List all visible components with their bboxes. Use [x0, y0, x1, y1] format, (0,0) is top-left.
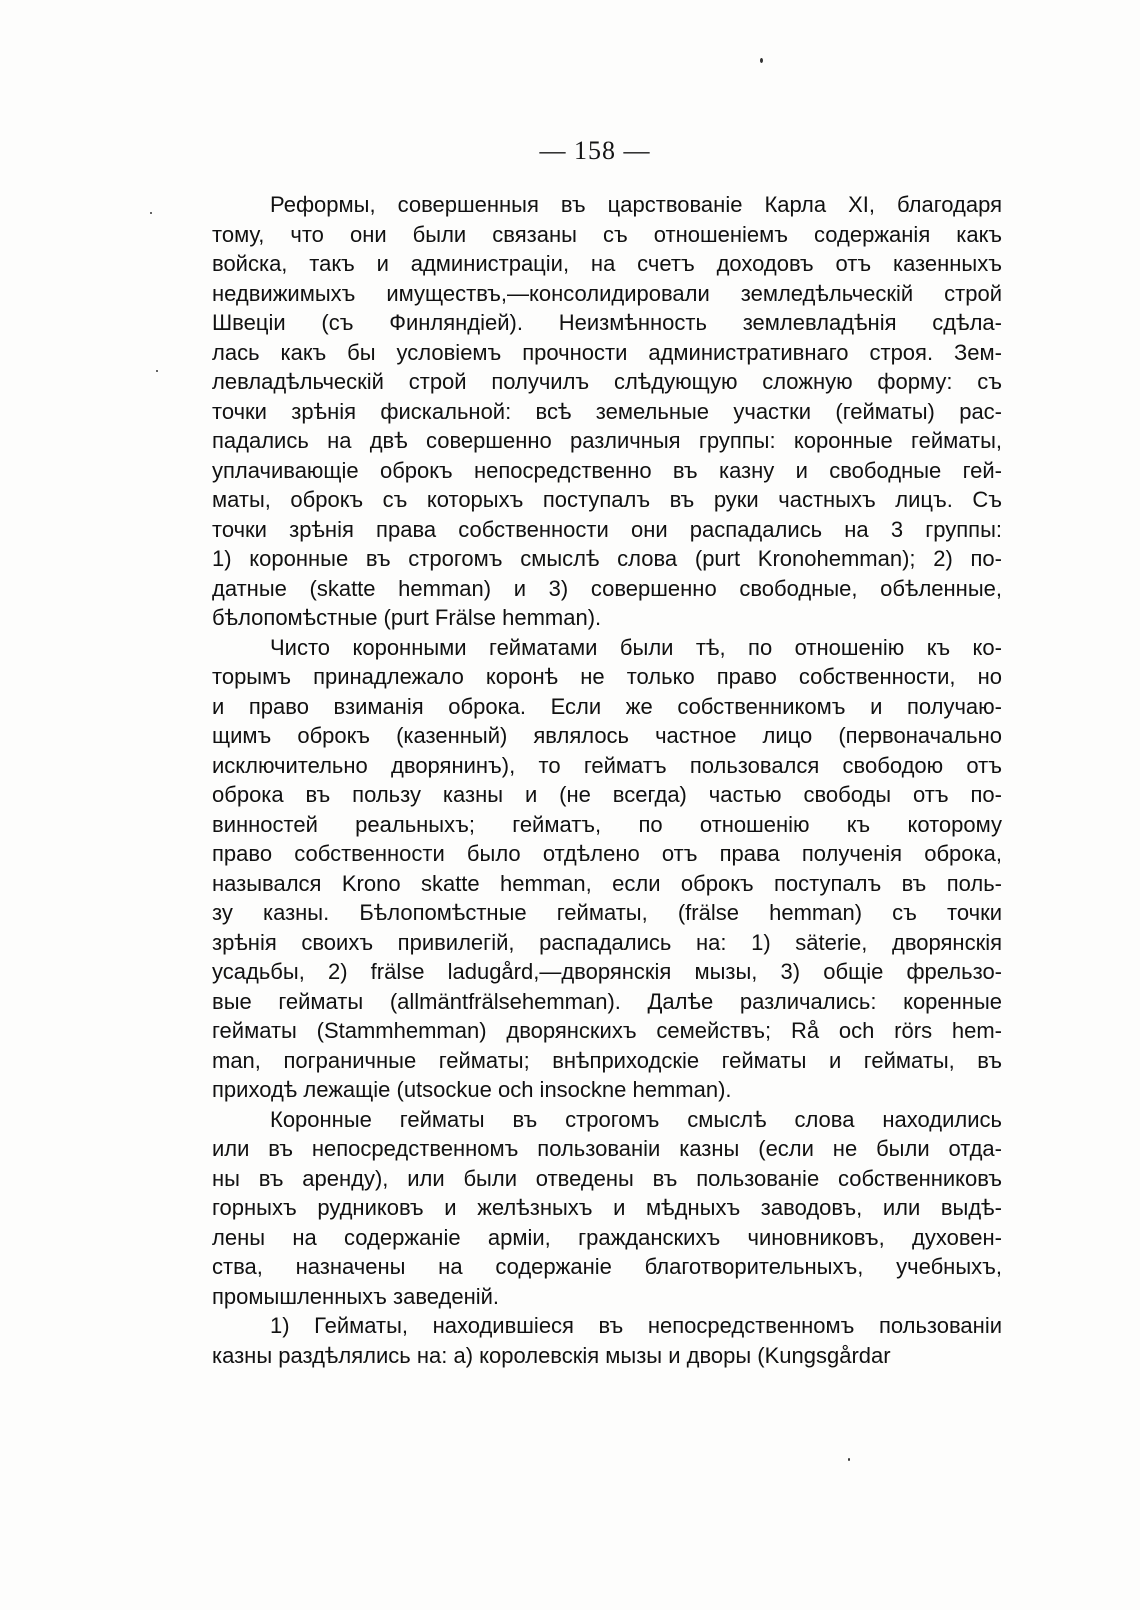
text-line: вые гейматы (allmäntfrälsehemman). Далѣе различались: коренные: [212, 988, 1002, 1014]
text-line: лась какъ бы условіемъ прочности административнаго строя. Зем-: [212, 339, 1002, 365]
text-line: датные (skatte hemman) и 3) совершенно свободные, обѣленные,: [212, 575, 1002, 601]
scan-speck: [760, 58, 763, 63]
text-line: 1) коронные въ строгомъ смыслѣ слова (purt Kronohemman); 2) по-: [212, 546, 1002, 571]
text-line: ства, назначены на содержаніе благотворительныхъ, учебныхъ,: [212, 1254, 1002, 1279]
text-line: бѣлопомѣстные (purt Frälse hemman).: [212, 605, 602, 630]
text-line: Коронные гейматы въ строгомъ смыслѣ слова находились: [270, 1106, 1002, 1132]
text-line: казны раздѣлялись на: а) королевскія мызы и дворы (Kungsgårdar: [212, 1342, 891, 1368]
text-line: торымъ принадлежало коронѣ не только право собственности, но: [212, 664, 1002, 689]
text-line: Чисто коронными гейматами были тѣ, по отношенію къ ко-: [270, 634, 1002, 660]
paragraph-2: [212, 633, 1002, 1105]
text-line: маты, оброкъ съ которыхъ поступалъ въ руки частныхъ лицъ. Съ: [212, 487, 1002, 512]
text-line: точки зрѣнія права собственности они распадались на 3 группы:: [212, 516, 1002, 542]
text-line: исключительно дворянинъ), то гейматъ пользовался свободою отъ: [212, 752, 1002, 778]
text-line: ны въ аренду), или были отведены въ пользованіе собственниковъ: [212, 1165, 1002, 1191]
page-number: — 158 —: [539, 136, 651, 165]
text-line: промышленныхъ заведеній.: [212, 1283, 500, 1309]
scan-speck: [156, 370, 158, 372]
text-line: и право взиманія оброка. Если же собственникомъ и получаю-: [212, 693, 1002, 719]
text-line: усадьбы, 2) frälse ladugård,—дворянскія мызы, 3) общіе фрельзо-: [212, 959, 1002, 984]
text-line: назывался Krono skatte hemman, если оброкъ поступалъ въ поль-: [212, 870, 1002, 896]
text-line: горныхъ рудниковъ и желѣзныхъ и мѣдныхъ заводовъ, или выдѣ-: [212, 1195, 1002, 1220]
text-line: man, пограничные гейматы; внѣприходскіе гейматы и гейматы, въ: [212, 1047, 1002, 1073]
scan-speck: [848, 1458, 850, 1461]
text-line: зрѣнія своихъ привилегій, распадались на: 1) säterie, дворянскія: [212, 929, 1002, 955]
body-text: [212, 190, 1002, 1370]
text-line: левладѣльческій строй получилъ слѣдующую сложную форму: съ: [212, 369, 1002, 394]
text-line: зу казны. Бѣлопомѣстные гейматы, (frälse hemman) съ точки: [212, 900, 1002, 925]
text-line: тому, что они были связаны съ отношеніемъ содержанія какъ: [212, 221, 1002, 247]
text-line: оброка въ пользу казны и (не всегда) частью свободы отъ по-: [212, 782, 1002, 807]
text-line: Реформы, совершенныя въ царствованіе Карла XI, благодаря: [270, 192, 1002, 217]
paragraph-4: [212, 1311, 1002, 1370]
text-line: точки зрѣнія фискальной: всѣ земельные участки (гейматы) рас-: [212, 398, 1002, 424]
text-line: уплачивающіе оброкъ непосредственно въ казну и свободные гей-: [212, 457, 1002, 483]
text-line: гейматы (Stammhemman) дворянскихъ семействъ; Rå och rörs hem-: [212, 1018, 1002, 1043]
paragraph-3: [212, 1105, 1002, 1312]
paragraph-1: [212, 190, 1002, 633]
text-line: винностей реальныхъ; гейматъ, по отношенію къ которому: [212, 811, 1002, 837]
text-line: или въ непосредственномъ пользованіи казны (если не были отда-: [212, 1136, 1002, 1161]
text-line: 1) Гейматы, находившіеся въ непосредственномъ пользованіи: [270, 1313, 1002, 1338]
text-line: войска, такъ и администраціи, на счетъ доходовъ отъ казенныхъ: [212, 251, 1002, 276]
text-line: недвижимыхъ имуществъ,—консолидировали земледѣльческій строй: [212, 280, 1002, 306]
text-line: щимъ оброкъ (казенный) являлось частное лицо (первоначально: [212, 723, 1002, 748]
text-line: падались на двѣ совершенно различныя группы: коронные гейматы,: [212, 428, 1002, 453]
text-line: лены на содержаніе арміи, гражданскихъ чиновниковъ, духовен-: [212, 1224, 1002, 1250]
text-line: Швеціи (съ Финляндіей). Неизмѣнность землевладѣнія сдѣла-: [212, 310, 1002, 335]
scan-speck: [150, 212, 152, 214]
text-line: приходѣ лежащіе (utsockue och insockne hemman).: [212, 1077, 732, 1102]
text-line: право собственности было отдѣлено отъ права полученія оброка,: [212, 841, 1002, 866]
